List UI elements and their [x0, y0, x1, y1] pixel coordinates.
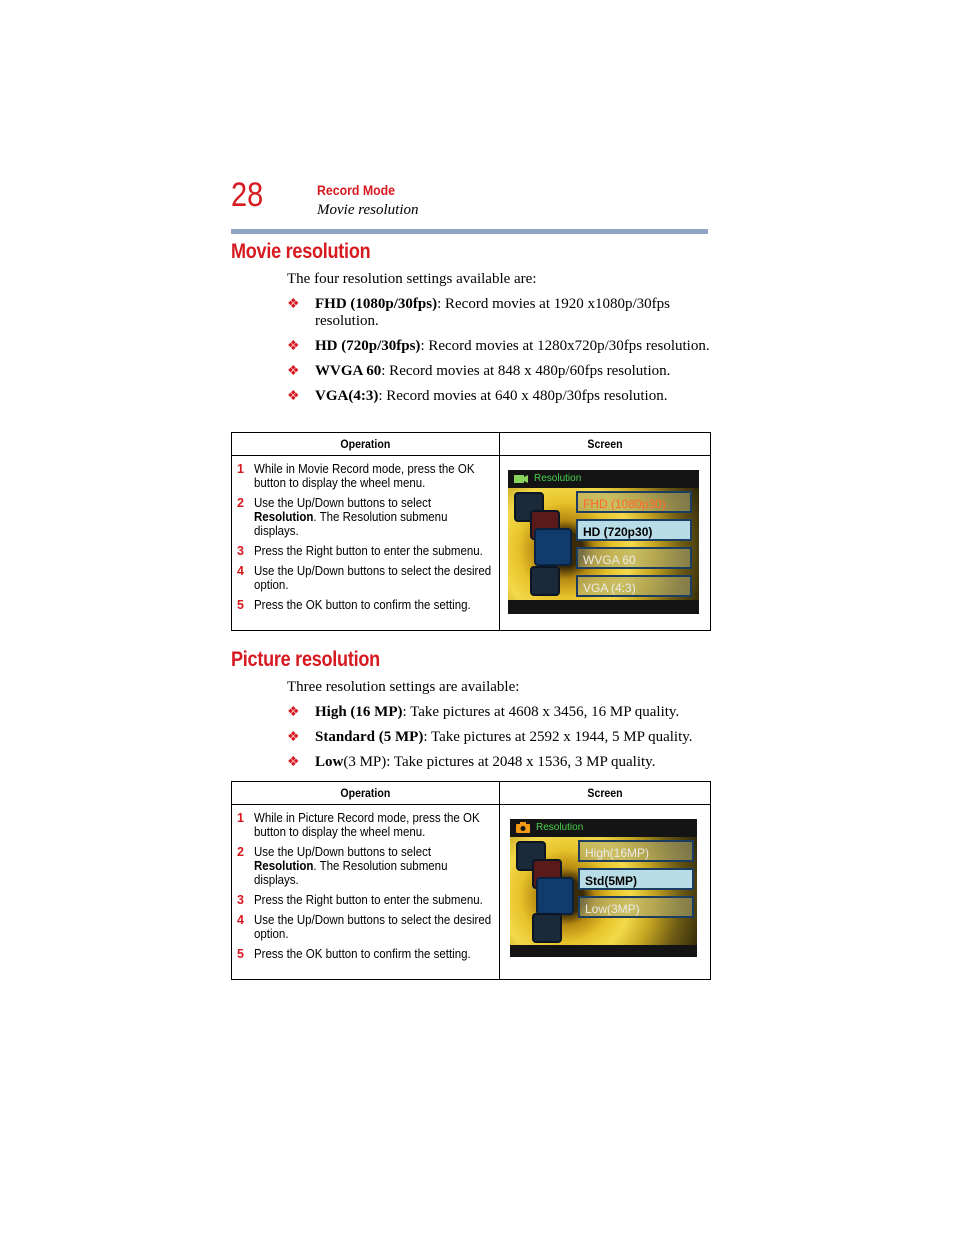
bullet-item — [287, 704, 717, 721]
step-text — [254, 598, 493, 612]
operation-steps-cell — [232, 805, 500, 980]
step-text — [254, 913, 493, 941]
bullet-diamond-icon: ❖ — [287, 730, 300, 745]
wheel-menu — [514, 837, 574, 945]
step-text — [254, 947, 493, 961]
bullet-term: High (16 MP) — [315, 704, 403, 720]
bullet-term: HD (720p/30fps) — [315, 338, 421, 354]
bullet-diamond-icon: ❖ — [287, 364, 300, 379]
movie-option-vga[interactable]: VGA (4:3) — [576, 575, 692, 597]
movie-operation-table — [231, 432, 711, 631]
movie-resolution-heading: Movie resolution — [231, 240, 371, 263]
step-text-part: Use the Up/Down buttons to select the desired option. — [254, 913, 492, 941]
bullet-term: FHD (1080p/30fps) — [315, 296, 438, 312]
bullet-description: : Record movies at 1280x720p/30fps resolution. — [420, 338, 710, 354]
step-text — [254, 845, 493, 887]
screen-column-header: Screen — [500, 782, 711, 805]
bullet-item — [287, 754, 717, 771]
movie-option-hd[interactable]: HD (720p30) — [576, 519, 692, 541]
movie-steps-list — [232, 456, 499, 612]
screen-column-header: Screen — [500, 433, 711, 456]
picture-resolution-screen — [510, 819, 697, 957]
bullet-description: : Take pictures at 2592 x 1944, 5 MP quality. — [423, 729, 693, 745]
movie-intro: The four resolution settings available are: — [287, 271, 537, 287]
step-text-part: Press the OK button to confirm the setting. — [254, 947, 471, 961]
screen-bottombar — [510, 945, 697, 957]
step-number: 5 — [237, 598, 244, 612]
operation-step — [232, 496, 494, 538]
settings-icon — [532, 913, 562, 943]
settings-icon — [530, 566, 560, 596]
screen-titlebar — [508, 470, 699, 488]
operation-step — [232, 564, 494, 592]
step-number: 3 — [237, 544, 244, 558]
step-number: 1 — [237, 811, 244, 825]
movie-resolution-screen — [508, 470, 699, 614]
picture-intro: Three resolution settings are available: — [287, 679, 520, 695]
step-number: 5 — [237, 947, 244, 961]
step-number: 2 — [237, 496, 244, 510]
bullet-description: : Record movies at 848 x 480p/60fps resolution. — [381, 363, 671, 379]
screen-bottombar — [508, 600, 699, 614]
bullet-item — [287, 729, 717, 746]
screen-title: Resolution — [534, 473, 582, 484]
bullet-description: : Take pictures at 4608 x 3456, 16 MP quality. — [402, 704, 680, 720]
picture-option-low[interactable]: Low(3MP) — [578, 896, 694, 918]
wheel-menu — [512, 488, 572, 600]
step-text-part: Press the Right button to enter the submenu. — [254, 893, 483, 907]
step-text-part: . The Resolution submenu displays. — [254, 510, 448, 538]
step-text — [254, 496, 493, 538]
step-number: 4 — [237, 564, 244, 578]
header-rule — [231, 229, 708, 234]
movie-option-fhd[interactable]: FHD (1080p30) — [576, 491, 692, 513]
step-number: 3 — [237, 893, 244, 907]
picture-operation-table — [231, 781, 711, 980]
screen-titlebar — [510, 819, 697, 837]
operation-column-header: Operation — [232, 433, 500, 456]
step-text-part: While in Picture Record mode, press the OK button to display the wheel menu. — [254, 811, 480, 839]
resolution-icon — [536, 877, 574, 915]
operation-step — [232, 598, 494, 612]
bullet-item — [287, 338, 717, 355]
picture-option-std[interactable]: Std(5MP) — [578, 868, 694, 890]
step-number: 2 — [237, 845, 244, 859]
operation-step — [232, 544, 494, 558]
bullet-diamond-icon: ❖ — [287, 389, 300, 404]
step-number: 1 — [237, 462, 244, 476]
video-camera-icon — [514, 473, 528, 484]
bullet-diamond-icon: ❖ — [287, 339, 300, 354]
bullet-description: (3 MP): Take pictures at 2048 x 1536, 3 MP quality. — [343, 754, 656, 770]
operation-step — [232, 811, 494, 839]
step-number: 4 — [237, 913, 244, 927]
step-text-bold: Resolution — [254, 859, 314, 873]
operation-step — [232, 845, 494, 887]
bullet-diamond-icon: ❖ — [287, 705, 300, 720]
picture-steps-list — [232, 805, 499, 961]
operation-steps-cell — [232, 456, 500, 631]
step-text-part: Use the Up/Down buttons to select the desired option. — [254, 564, 492, 592]
operation-column-header: Operation — [232, 782, 500, 805]
bullet-item — [287, 388, 717, 405]
bullet-term: WVGA 60 — [315, 363, 382, 379]
screen-cell — [500, 805, 711, 980]
bullet-term: Low — [315, 754, 344, 770]
picture-option-high[interactable]: High(16MP) — [578, 840, 694, 862]
step-text-part: Press the Right button to enter the submenu. — [254, 544, 483, 558]
step-text-part: . The Resolution submenu displays. — [254, 859, 448, 887]
operation-step — [232, 893, 494, 907]
step-text-part: Use the Up/Down buttons to select — [254, 496, 432, 510]
picture-resolution-heading: Picture resolution — [231, 648, 380, 671]
resolution-icon — [534, 528, 572, 566]
step-text-part: Press the OK button to confirm the setting. — [254, 598, 471, 612]
screen-view — [508, 488, 699, 600]
step-text-part: While in Movie Record mode, press the OK button to display the wheel menu. — [254, 462, 475, 490]
screen-cell — [500, 456, 711, 631]
step-text-bold: Resolution — [254, 510, 314, 524]
screen-title: Resolution — [536, 822, 584, 833]
step-text — [254, 811, 493, 839]
step-text — [254, 544, 493, 558]
step-text — [254, 564, 493, 592]
bullet-diamond-icon: ❖ — [287, 755, 300, 770]
movie-option-wvga[interactable]: WVGA 60 — [576, 547, 692, 569]
bullet-description: : Record movies at 1920 x1080p/30fps resolution. — [315, 296, 670, 329]
bullet-term: Standard (5 MP) — [315, 729, 424, 745]
operation-step — [232, 462, 494, 490]
operation-step — [232, 947, 494, 961]
bullet-item — [287, 296, 717, 330]
operation-step — [232, 913, 494, 941]
screen-view — [510, 837, 697, 945]
bullet-diamond-icon: ❖ — [287, 297, 300, 312]
running-header-section: Record Mode — [317, 182, 396, 198]
running-header-subsection: Movie resolution — [317, 202, 419, 218]
camera-icon — [516, 822, 530, 833]
picture-bullet-list — [287, 704, 717, 779]
bullet-description: : Record movies at 640 x 480p/30fps resolution. — [378, 388, 668, 404]
bullet-term: VGA(4:3) — [315, 388, 379, 404]
step-text — [254, 462, 493, 490]
page-number: 28 — [231, 176, 264, 214]
step-text — [254, 893, 493, 907]
step-text-part: Use the Up/Down buttons to select — [254, 845, 432, 859]
bullet-item — [287, 363, 717, 380]
movie-bullet-list — [287, 296, 717, 413]
